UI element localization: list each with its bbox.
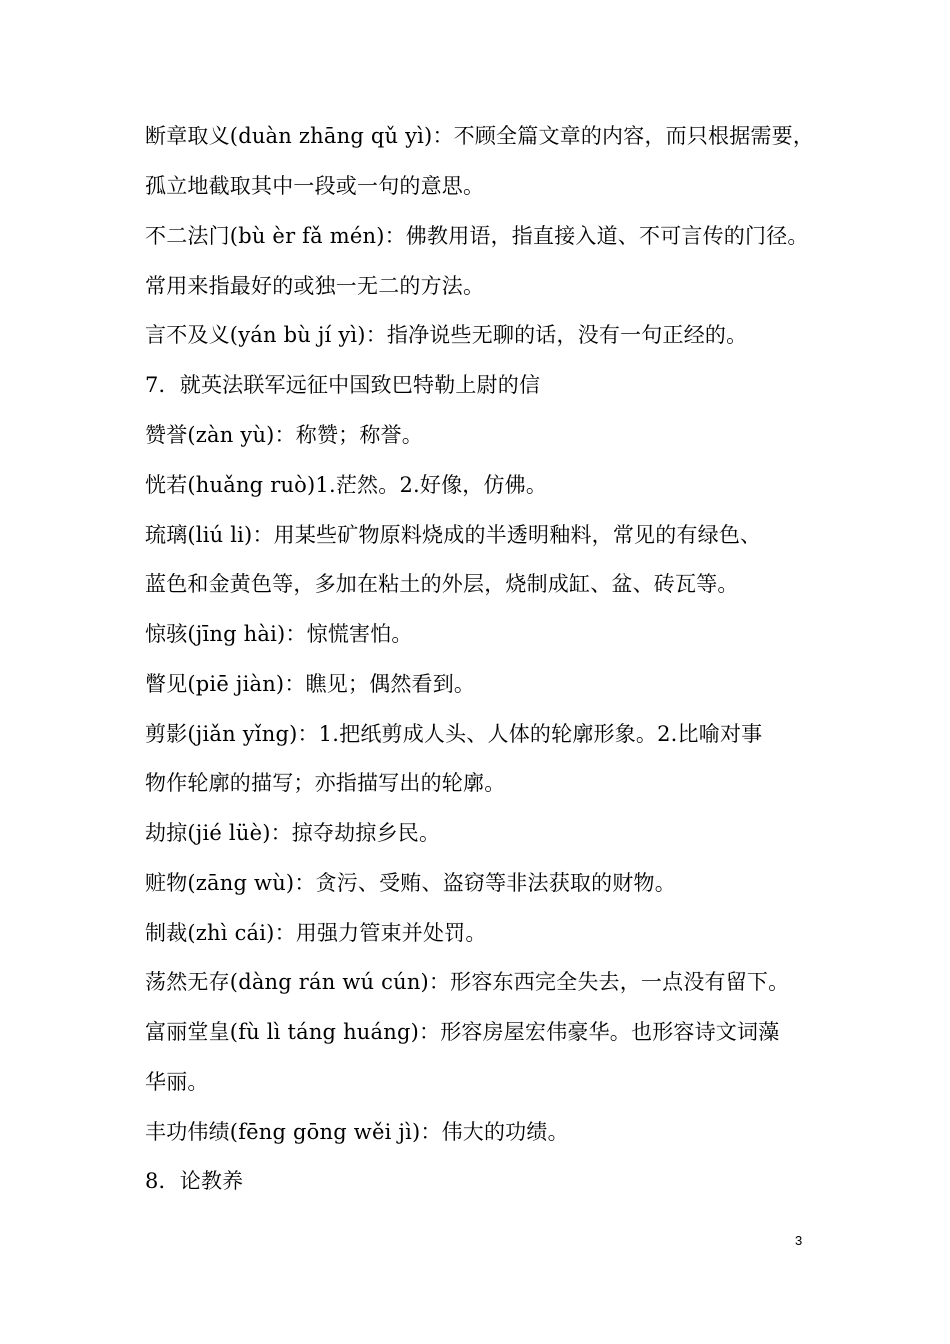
text-line: 赞誉(zàn yù)：称赞；称誉。 [145,423,423,447]
text-line: 瞥见(piē jiàn)：瞧见；偶然看到。 [145,672,476,696]
text-line: 蓝色和金黄色等，多加在粘土的外层，烧制成缸、盆、砖瓦等。 [145,572,739,596]
section-heading: 8．论教养 [145,1169,244,1193]
text-line: 制裁(zhì cái)：用强力管束并处罚。 [145,921,487,945]
text-line: 丰功伟绩(fēng gōng wěi jì)：伟大的功绩。 [145,1120,569,1144]
section-heading: 7．就英法联军远征中国致巴特勒上尉的信 [145,373,541,397]
text-line: 孤立地截取其中一段或一句的意思。 [145,174,485,198]
text-line: 荡然无存(dàng rán wú cún)：形容东西完全失去，一点没有留下。 [145,970,790,994]
text-line: 华丽。 [145,1070,209,1094]
text-line: 断章取义(duàn zhāng qǔ yì)：不顾全篇文章的内容，而只根据需要， [145,124,815,148]
text-line: 剪影(jiǎn yǐng)：1.把纸剪成人头、人体的轮廓形象。2.比喻对事 [145,722,763,746]
text-line: 赃物(zāng wù)：贪污、受贿、盗窃等非法获取的财物。 [145,871,676,895]
text-line: 不二法门(bù èr fǎ mén)：佛教用语，指直接入道、不可言传的门径。 [145,224,809,248]
text-line: 劫掠(jié lüè)：掠夺劫掠乡民。 [145,821,441,845]
text-line: 富丽堂皇(fù lì táng huáng)：形容房屋宏伟豪华。也形容诗文词藻 [145,1020,780,1044]
text-line: 恍若(huǎng ruò)1.茫然。2.好像，仿佛。 [145,473,548,497]
text-line: 物作轮廓的描写；亦指描写出的轮廓。 [145,771,506,795]
text-line: 言不及义(yán bù jí yì)：指净说些无聊的话，没有一句正经的。 [145,323,748,347]
text-line: 琉璃(liú li)：用某些矿物原料烧成的半透明釉料，常见的有绿色、 [145,523,762,547]
text-line: 常用来指最好的或独一无二的方法。 [145,274,485,298]
page-number: 3 [795,1233,803,1248]
text-line: 惊骇(jīng hài)：惊慌害怕。 [145,622,413,646]
